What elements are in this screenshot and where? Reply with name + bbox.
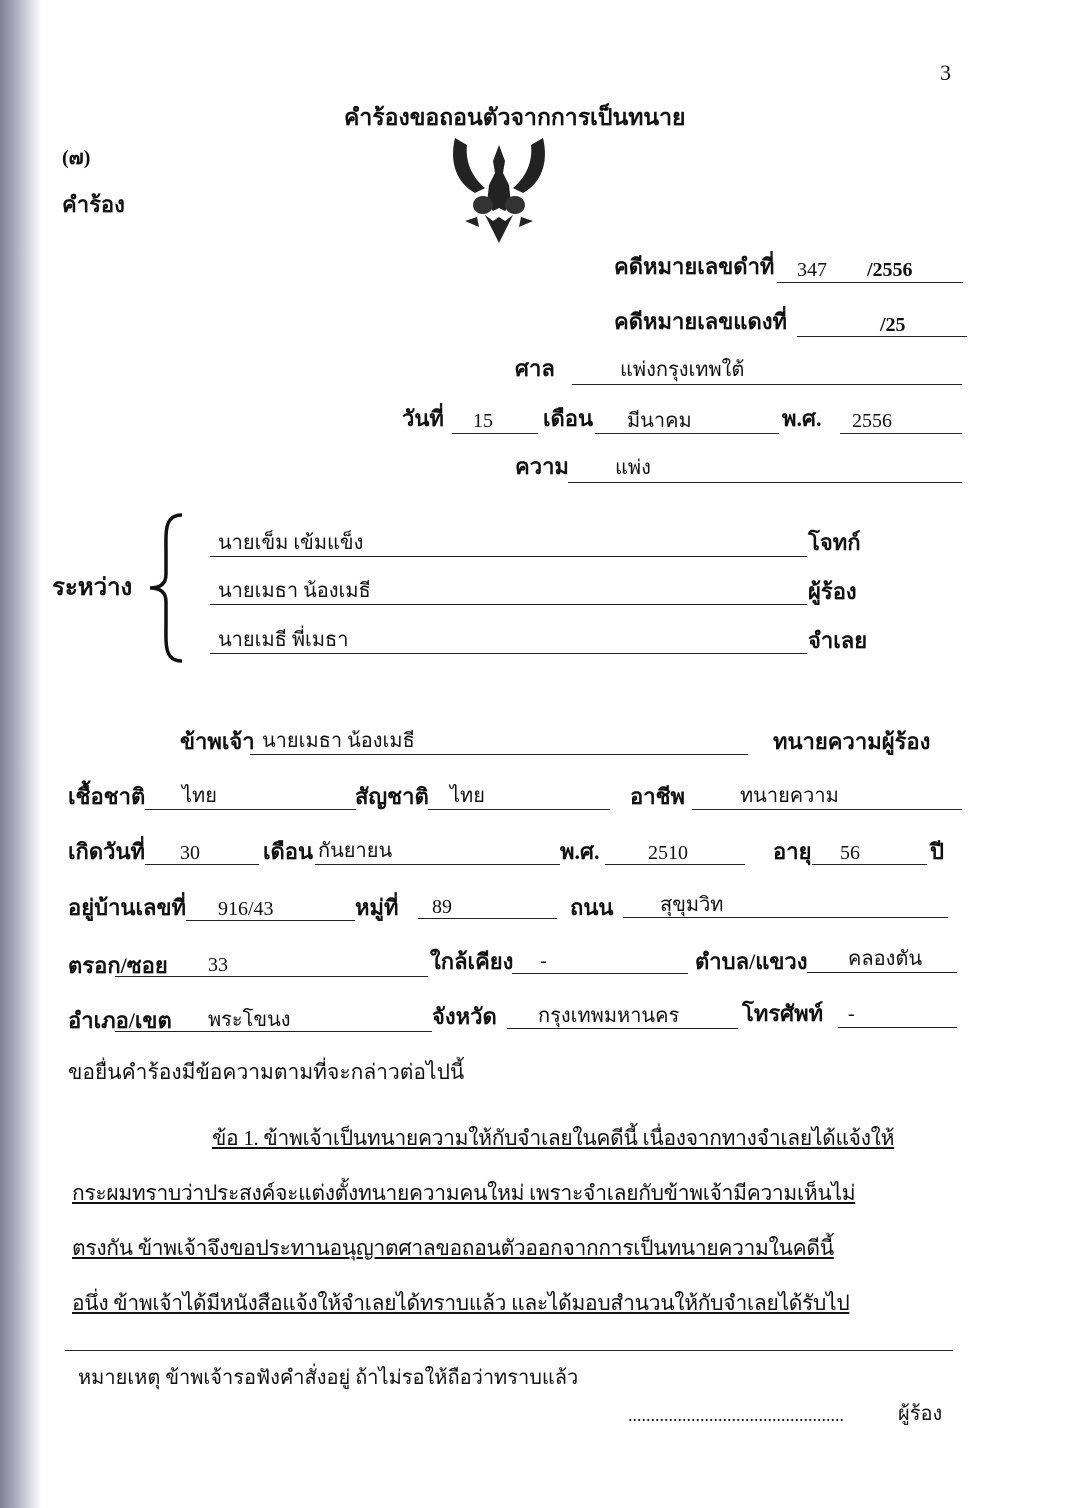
house-no-value: 916/43 <box>218 898 274 920</box>
age-label: อายุ <box>773 839 812 864</box>
black-case-number: 347 <box>797 259 827 281</box>
black-case-label: คดีหมายเลขดำที่ <box>614 254 775 279</box>
date-day-label: วันที่ <box>402 406 444 431</box>
nationality-line <box>428 809 610 810</box>
birth-year-value: 2510 <box>648 842 688 864</box>
road-label: ถนน <box>570 895 614 920</box>
plaintiff-name: นายเข็ม เข้มแข็ง <box>218 532 364 554</box>
birth-day-value: 30 <box>180 842 200 864</box>
petitioner-name: นายเมธา น้องเมธี <box>218 580 371 602</box>
subdistrict-line <box>807 972 957 973</box>
occupation-value: ทนายความ <box>740 785 839 807</box>
date-month-line <box>595 433 779 434</box>
page-number: 3 <box>940 60 951 85</box>
near-line <box>512 973 688 974</box>
nationality-value: ไทย <box>450 785 485 807</box>
signature-dots: ................................................ <box>628 1405 844 1425</box>
body-line-4: อนึ่ง ข้าพเจ้าได้มีหนังสือแจ้งให้จำเลยได้ทราบแล้ว และได้มอบสำนวนให้กับจำเลยได้รับไป <box>72 1291 850 1315</box>
form-type: คำร้อง <box>62 192 125 217</box>
red-case-line <box>797 336 967 337</box>
phone-label: โทรศัพท์ <box>742 1001 824 1026</box>
date-day-value: 15 <box>473 410 493 432</box>
defendant-role: จำเลย <box>808 628 868 653</box>
petitioner-role: ผู้ร้อง <box>808 579 857 604</box>
date-year-value: 2556 <box>852 410 892 432</box>
date-month-label: เดือน <box>543 406 594 431</box>
plaintiff-line <box>210 556 807 557</box>
province-label: จังหวัด <box>432 1004 497 1029</box>
intro-text: ขอยื่นคำร้องมีข้อความตามที่จะกล่าวต่อไปนี้ <box>68 1060 465 1084</box>
applicant-role: ทนายความผู้ร้อง <box>773 729 931 754</box>
defendant-line <box>210 653 807 654</box>
province-line <box>507 1028 738 1029</box>
occupation-label: อาชีพ <box>630 784 685 809</box>
birth-year-label: พ.ศ. <box>560 839 600 864</box>
near-value: - <box>540 950 547 972</box>
matter-value: แพ่ง <box>615 457 651 479</box>
document-title: คำร้องขอถอนตัวจากการเป็นทนาย <box>344 105 686 130</box>
moo-label: หมู่ที่ <box>355 895 399 920</box>
moo-value: 89 <box>432 896 452 918</box>
birth-month-label: เดือน <box>263 839 314 864</box>
race-line <box>145 809 356 810</box>
birth-day-line <box>145 864 259 865</box>
birth-month-value: กันยายน <box>318 840 393 862</box>
province-value: กรุงเทพมหานคร <box>538 1005 680 1027</box>
district-line <box>115 1031 432 1032</box>
body-line-3: ตรงกัน ข้าพเจ้าจึงขอประทานอนุญาตศาลขอถอนตัวออกจากการเป็นทนายความในคดีนี้ <box>72 1236 834 1260</box>
red-case-label: คดีหมายเลขแดงที่ <box>614 309 788 334</box>
race-label: เชื้อชาติ <box>68 784 146 809</box>
red-case-year: /25 <box>880 314 906 336</box>
court-value: แพ่งกรุงเทพใต้ <box>620 359 745 381</box>
soi-label: ตรอก/ซอย <box>68 953 168 978</box>
birth-day-label: เกิดวันที่ <box>68 839 146 864</box>
signature-role: ผู้ร้อง <box>898 1403 943 1425</box>
soi-value: 33 <box>208 954 228 976</box>
nationality-label: สัญชาติ <box>355 784 429 809</box>
birth-year-line <box>605 864 745 865</box>
scan-binding-shadow <box>0 0 42 1508</box>
note-text: หมายเหตุ ข้าพเจ้ารอฟังคำสั่งอยู่ ถ้าไม่รอให้ถือว่าทราบแล้ว <box>78 1367 579 1389</box>
footer-divider <box>65 1350 953 1351</box>
race-value: ไทย <box>182 785 217 807</box>
i-label: ข้าพเจ้า <box>180 729 255 754</box>
applicant-name-line <box>250 754 748 755</box>
district-value: พระโขนง <box>208 1009 291 1031</box>
matter-line <box>568 482 962 483</box>
applicant-name: นายเมธา น้องเมธี <box>262 730 415 752</box>
date-day-line <box>452 433 538 434</box>
occupation-line <box>692 809 962 810</box>
soi-line <box>115 976 428 977</box>
court-label: ศาล <box>515 356 555 381</box>
road-value: สุขุมวิท <box>660 894 724 916</box>
petitioner-line <box>210 604 807 605</box>
house-no-line <box>186 920 355 921</box>
age-unit: ปี <box>930 839 944 864</box>
defendant-name: นายเมธี พี่เมธา <box>218 629 349 651</box>
phone-value: - <box>848 1003 855 1025</box>
body-line-2: กระผมทราบว่าประสงค์จะแต่งตั้งทนายความคนใหม่ เพราะจำเลยกับข้าพเจ้ามีความเห็นไม่ <box>72 1181 856 1205</box>
garuda-emblem <box>445 133 553 245</box>
subdistrict-label: ตำบล/แขวง <box>695 949 808 974</box>
date-month-value: มีนาคม <box>627 410 692 432</box>
subdistrict-value: คลองตัน <box>848 948 923 970</box>
matter-label: ความ <box>515 454 569 479</box>
date-year-label: พ.ศ. <box>782 406 822 431</box>
body-line-1: ข้อ 1. ข้าพเจ้าเป็นทนายความให้กับจำเลยในคดีนี้ เนื่องจากทางจำเลยได้แจ้งให้ <box>212 1126 895 1150</box>
form-code: (๗) <box>62 147 91 169</box>
age-line <box>812 864 927 865</box>
road-line <box>623 917 948 918</box>
curly-brace <box>146 512 186 664</box>
house-no-label: อยู่บ้านเลขที่ <box>68 895 187 920</box>
near-label: ใกล้เคียง <box>430 949 514 974</box>
plaintiff-role: โจทก์ <box>808 530 861 555</box>
birth-month-line <box>315 864 560 865</box>
black-case-year: /2556 <box>867 259 913 281</box>
district-label: อำเภอ/เขต <box>68 1008 172 1033</box>
date-year-line <box>840 433 962 434</box>
moo-line <box>418 918 557 919</box>
phone-line <box>838 1027 957 1028</box>
age-value: 56 <box>840 842 860 864</box>
court-line <box>572 384 962 385</box>
between-label: ระหว่าง <box>52 575 133 601</box>
black-case-line <box>777 282 963 283</box>
